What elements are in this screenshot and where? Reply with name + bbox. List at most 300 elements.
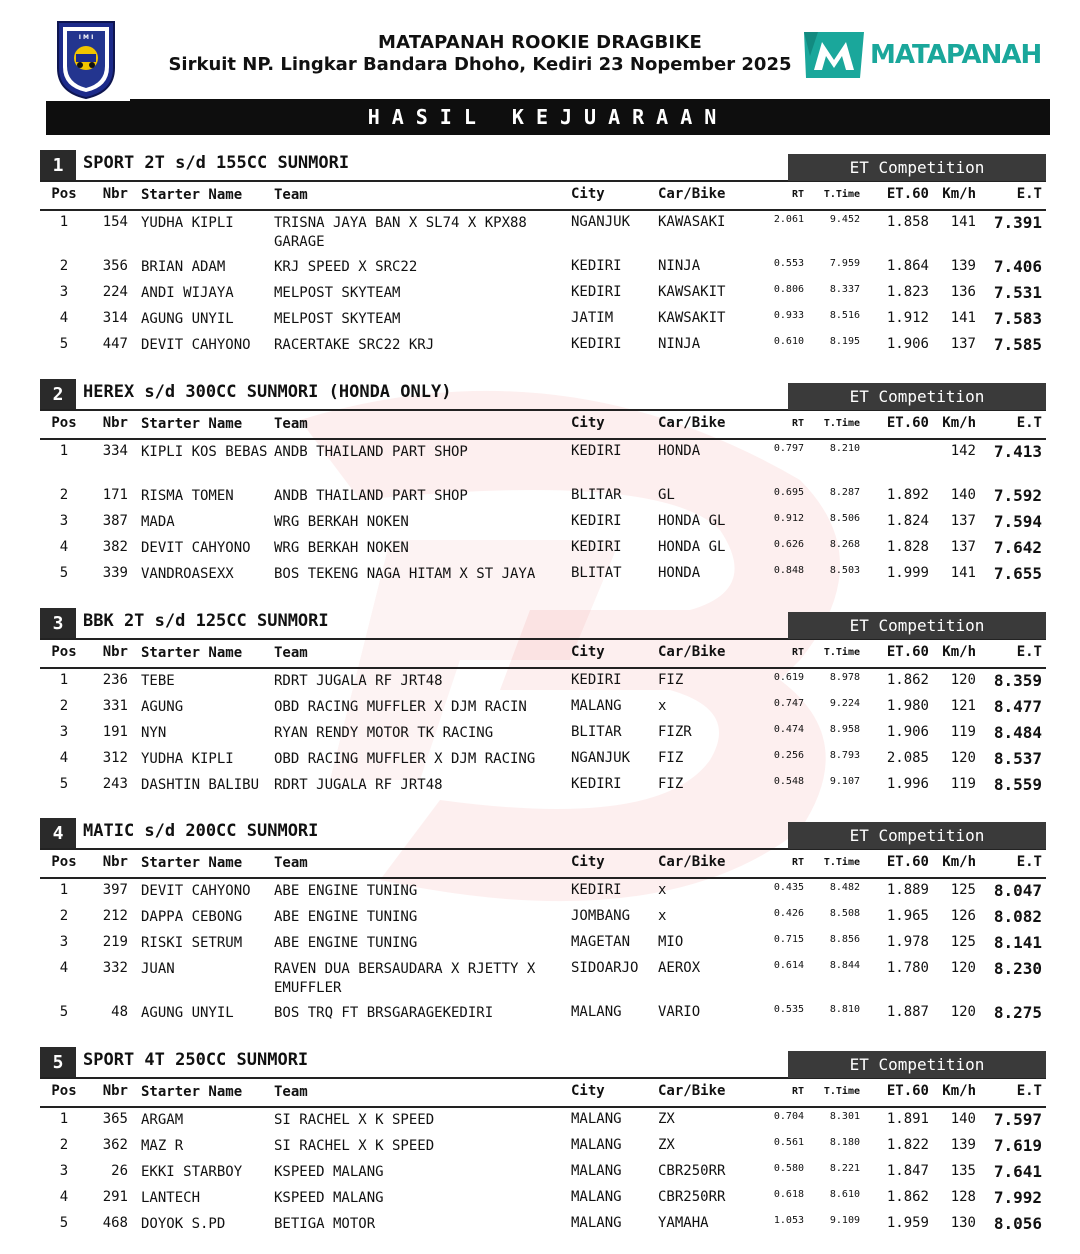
cell-total-time: 8.503: [829, 565, 860, 576]
cell-reaction-time: 0.626: [773, 539, 804, 550]
cell-bike: HONDA GL: [658, 513, 726, 529]
cell-reaction-time: 0.548: [773, 776, 804, 787]
cell-position: 5: [59, 336, 69, 352]
column-header-number: Nbr: [102, 854, 128, 870]
cell-elapsed-time: 7.992: [993, 1188, 1042, 1207]
cell-reaction-time: 0.474: [773, 724, 804, 735]
cell-starter-name: JUAN: [141, 961, 175, 977]
cell-team: ANDB THAILAND PART SHOP: [274, 444, 468, 460]
column-header-bike: Car/Bike: [658, 854, 726, 870]
header-rule: [40, 209, 1046, 211]
column-header-starter-name: Starter Name: [141, 416, 243, 432]
et-competition-badge: ET Competition: [788, 822, 1046, 849]
cell-elapsed-time: 8.141: [993, 933, 1042, 952]
cell-starter-name: ARGAM: [141, 1112, 184, 1128]
cell-total-time: 8.210: [829, 443, 860, 454]
cell-starter-name: ANDI WIJAYA: [141, 285, 234, 301]
column-header-et60: ET.60: [886, 644, 929, 660]
cell-elapsed-time: 7.413: [993, 442, 1042, 461]
cell-city: MAGETAN: [571, 934, 631, 950]
cell-reaction-time: 0.426: [773, 908, 804, 919]
section-number: 1: [40, 150, 76, 181]
cell-city: SIDOARJO: [571, 960, 639, 976]
cell-bike: KAWSAKIT: [658, 284, 726, 300]
column-header-city: City: [571, 186, 605, 202]
cell-et60: 1.822: [886, 1137, 929, 1153]
cell-number: 236: [102, 672, 128, 688]
cell-speed-kmh: 120: [950, 960, 976, 976]
cell-speed-kmh: 126: [950, 908, 976, 924]
cell-speed-kmh: 119: [950, 776, 976, 792]
cell-et60: 1.823: [886, 284, 929, 300]
cell-total-time: 8.301: [829, 1111, 860, 1122]
cell-city: BLITAR: [571, 487, 622, 503]
cell-elapsed-time: 8.484: [993, 723, 1042, 742]
cell-reaction-time: 0.256: [773, 750, 804, 761]
cell-team: ABE ENGINE TUNING: [274, 883, 418, 899]
cell-position: 4: [59, 539, 69, 555]
section-title: MATIC s/d 200CC SUNMORI: [83, 821, 319, 841]
cell-total-time: 8.195: [829, 336, 860, 347]
cell-speed-kmh: 125: [950, 882, 976, 898]
cell-et60: 1.864: [886, 258, 929, 274]
cell-et60: 1.906: [886, 724, 929, 740]
cell-reaction-time: 0.715: [773, 934, 804, 945]
cell-elapsed-time: 7.585: [993, 335, 1042, 354]
section-title: BBK 2T s/d 125CC SUNMORI: [83, 611, 329, 631]
cell-elapsed-time: 7.583: [993, 309, 1042, 328]
cell-number: 382: [102, 539, 128, 555]
cell-total-time: 9.109: [829, 1215, 860, 1226]
cell-et60: 1.906: [886, 336, 929, 352]
cell-city: JATIM: [571, 310, 614, 326]
results-table-body: [0, 443, 1080, 591]
cell-team: KSPEED MALANG: [274, 1190, 384, 1206]
cell-elapsed-time: 8.559: [993, 775, 1042, 794]
cell-total-time: 8.958: [829, 724, 860, 735]
cell-elapsed-time: 8.230: [993, 959, 1042, 978]
cell-position: 1: [59, 672, 69, 688]
cell-position: 2: [59, 258, 69, 274]
table-row: [0, 698, 1080, 724]
cell-bike: NINJA: [658, 336, 701, 352]
table-row: [0, 908, 1080, 934]
cell-et60: 1.912: [886, 310, 929, 326]
cell-city: JOMBANG: [571, 908, 631, 924]
cell-reaction-time: 0.553: [773, 258, 804, 269]
cell-reaction-time: 0.704: [773, 1111, 804, 1122]
cell-elapsed-time: 7.597: [993, 1110, 1042, 1129]
table-row: [0, 258, 1080, 284]
cell-total-time: 8.516: [829, 310, 860, 321]
cell-speed-kmh: 139: [950, 1137, 976, 1153]
matapanah-logo-text: MATAPANAH: [870, 40, 1042, 70]
cell-total-time: 8.287: [829, 487, 860, 498]
column-header-row: [0, 644, 1080, 664]
cell-starter-name: VANDROASEXX: [141, 566, 234, 582]
cell-position: 2: [59, 698, 69, 714]
cell-elapsed-time: 8.537: [993, 749, 1042, 768]
column-header-total-time: T.Time: [823, 1086, 860, 1097]
column-header-bike: Car/Bike: [658, 644, 726, 660]
cell-starter-name: DEVIT CAHYONO: [141, 883, 251, 899]
column-header-number: Nbr: [102, 644, 128, 660]
cell-number: 397: [102, 882, 128, 898]
cell-total-time: 9.452: [829, 214, 860, 225]
cell-elapsed-time: 7.594: [993, 512, 1042, 531]
cell-bike: HONDA: [658, 565, 701, 581]
cell-starter-name: BRIAN ADAM: [141, 259, 226, 275]
column-header-team: Team: [274, 855, 308, 871]
cell-team: KSPEED MALANG: [274, 1164, 384, 1180]
cell-position: 1: [59, 882, 69, 898]
cell-speed-kmh: 142: [950, 443, 976, 459]
cell-team: RDRT JUGALA RF JRT48: [274, 673, 443, 689]
column-header-number: Nbr: [102, 1083, 128, 1099]
cell-starter-name: KIPLI KOS BEBAS: [141, 444, 268, 460]
cell-team: ANDB THAILAND PART SHOP: [274, 488, 468, 504]
column-header-team: Team: [274, 416, 308, 432]
cell-et60: 2.085: [886, 750, 929, 766]
section-number: 2: [40, 379, 76, 410]
cell-et60: 1.887: [886, 1004, 929, 1020]
cell-team: RACERTAKE SRC22 KRJ: [274, 337, 435, 353]
cell-number: 224: [102, 284, 128, 300]
cell-team: KRJ SPEED X SRC22: [274, 259, 418, 275]
cell-et60: 1.862: [886, 1189, 929, 1205]
cell-bike: HONDA: [658, 443, 701, 459]
cell-et60: 1.824: [886, 513, 929, 529]
header-rule: [40, 667, 1046, 669]
cell-team: SI RACHEL X K SPEED: [274, 1112, 435, 1128]
cell-number: 332: [102, 960, 128, 976]
cell-starter-name: RISKI SETRUM: [141, 935, 243, 951]
cell-bike: x: [658, 908, 667, 924]
cell-team: TRISNA JAYA BAN X SL74 X KPX88 GARAGE: [274, 215, 527, 250]
cell-number: 312: [102, 750, 128, 766]
cell-et60: 1.780: [886, 960, 929, 976]
cell-city: KEDIRI: [571, 284, 622, 300]
cell-number: 219: [102, 934, 128, 950]
column-header-et60: ET.60: [886, 186, 929, 202]
cell-starter-name: AGUNG UNYIL: [141, 1005, 234, 1021]
column-header-bike: Car/Bike: [658, 186, 726, 202]
cell-position: 2: [59, 908, 69, 924]
cell-reaction-time: 0.695: [773, 487, 804, 498]
cell-total-time: 8.506: [829, 513, 860, 524]
column-header-reaction-time: RT: [791, 1086, 804, 1097]
column-header-number: Nbr: [102, 186, 128, 202]
cell-city: KEDIRI: [571, 513, 622, 529]
cell-position: 5: [59, 1004, 69, 1020]
table-row: [0, 1215, 1080, 1241]
cell-bike: HONDA GL: [658, 539, 726, 555]
cell-bike: CBR250RR: [658, 1163, 726, 1179]
cell-bike: AEROX: [658, 960, 701, 976]
column-header-row: [0, 854, 1080, 874]
cell-team: OBD RACING MUFFLER X DJM RACIN: [274, 699, 527, 715]
cell-bike: KAWASAKI: [658, 214, 726, 230]
column-header-row: [0, 415, 1080, 435]
column-header-team: Team: [274, 1084, 308, 1100]
cell-number: 212: [102, 908, 128, 924]
cell-number: 191: [102, 724, 128, 740]
column-header-position: Pos: [51, 1083, 77, 1099]
cell-et60: 1.892: [886, 487, 929, 503]
column-header-reaction-time: RT: [791, 647, 804, 658]
cell-bike: VARIO: [658, 1004, 701, 1020]
cell-total-time: 9.224: [829, 698, 860, 709]
cell-total-time: 9.107: [829, 776, 860, 787]
results-banner: [46, 99, 1050, 135]
header-rule: [40, 1106, 1046, 1108]
table-row: [0, 672, 1080, 698]
column-header-starter-name: Starter Name: [141, 187, 243, 203]
cell-number: 387: [102, 513, 128, 529]
cell-reaction-time: 0.848: [773, 565, 804, 576]
cell-et60: 1.828: [886, 539, 929, 555]
cell-number: 291: [102, 1189, 128, 1205]
cell-city: KEDIRI: [571, 672, 622, 688]
table-row: [0, 336, 1080, 362]
et-competition-badge: ET Competition: [788, 1051, 1046, 1078]
cell-position: 1: [59, 1111, 69, 1127]
cell-bike: KAWSAKIT: [658, 310, 726, 326]
cell-reaction-time: 0.535: [773, 1004, 804, 1015]
cell-total-time: 8.268: [829, 539, 860, 550]
cell-speed-kmh: 141: [950, 565, 976, 581]
cell-et60: 1.862: [886, 672, 929, 688]
cell-reaction-time: 0.933: [773, 310, 804, 321]
cell-total-time: 8.856: [829, 934, 860, 945]
cell-city: MALANG: [571, 1004, 622, 1020]
column-header-position: Pos: [51, 644, 77, 660]
cell-team: RAVEN DUA BERSAUDARA X RJETTY X EMUFFLER: [274, 961, 536, 996]
cell-team: MELPOST SKYTEAM: [274, 285, 401, 301]
cell-speed-kmh: 120: [950, 672, 976, 688]
cell-city: NGANJUK: [571, 214, 631, 230]
cell-city: BLITAR: [571, 724, 622, 740]
cell-et60: 1.996: [886, 776, 929, 792]
column-header-speed-kmh: Km/h: [942, 854, 976, 870]
column-header-bike: Car/Bike: [658, 1083, 726, 1099]
cell-speed-kmh: 125: [950, 934, 976, 950]
cell-number: 48: [111, 1004, 128, 1020]
table-row: [0, 487, 1080, 513]
banner-accent: [46, 99, 130, 101]
cell-city: NGANJUK: [571, 750, 631, 766]
cell-total-time: 7.959: [829, 258, 860, 269]
column-header-elapsed-time: E.T: [1016, 644, 1042, 660]
section-title: SPORT 4T 250CC SUNMORI: [83, 1050, 309, 1070]
cell-position: 1: [59, 214, 69, 230]
document-header: [0, 0, 1080, 140]
table-row: [0, 1163, 1080, 1189]
table-row: [0, 1137, 1080, 1163]
cell-team: OBD RACING MUFFLER X DJM RACING: [274, 751, 536, 767]
cell-city: KEDIRI: [571, 882, 622, 898]
column-header-city: City: [571, 415, 605, 431]
cell-city: MALANG: [571, 1189, 622, 1205]
column-header-number: Nbr: [102, 415, 128, 431]
cell-et60: 1.959: [886, 1215, 929, 1231]
table-row: [0, 310, 1080, 336]
cell-position: 2: [59, 487, 69, 503]
cell-et60: 1.847: [886, 1163, 929, 1179]
cell-number: 243: [102, 776, 128, 792]
cell-total-time: 8.793: [829, 750, 860, 761]
cell-reaction-time: 0.618: [773, 1189, 804, 1200]
column-header-elapsed-time: E.T: [1016, 186, 1042, 202]
event-title: MATAPANAH ROOKIE DRAGBIKE: [378, 32, 702, 53]
cell-et60: 1.891: [886, 1111, 929, 1127]
column-header-speed-kmh: Km/h: [942, 186, 976, 202]
cell-reaction-time: 0.912: [773, 513, 804, 524]
cell-speed-kmh: 141: [950, 214, 976, 230]
cell-position: 3: [59, 284, 69, 300]
cell-team: BOS TEKENG NAGA HITAM X ST JAYA: [274, 566, 536, 582]
cell-starter-name: AGUNG: [141, 699, 184, 715]
column-header-speed-kmh: Km/h: [942, 644, 976, 660]
column-header-total-time: T.Time: [823, 857, 860, 868]
cell-speed-kmh: 140: [950, 487, 976, 503]
results-table-body: [0, 672, 1080, 802]
cell-number: 339: [102, 565, 128, 581]
cell-team: BETIGA MOTOR: [274, 1216, 376, 1232]
cell-position: 4: [59, 1189, 69, 1205]
cell-bike: ZX: [658, 1111, 675, 1127]
svg-text:I M I: I M I: [78, 34, 94, 41]
cell-team: WRG BERKAH NOKEN: [274, 514, 409, 530]
column-header-city: City: [571, 644, 605, 660]
cell-number: 331: [102, 698, 128, 714]
cell-elapsed-time: 7.531: [993, 283, 1042, 302]
cell-starter-name: EKKI STARBOY: [141, 1164, 243, 1180]
cell-speed-kmh: 137: [950, 513, 976, 529]
cell-reaction-time: 2.061: [773, 214, 804, 225]
cell-elapsed-time: 7.642: [993, 538, 1042, 557]
table-row: [0, 214, 1080, 258]
cell-bike: GL: [658, 487, 675, 503]
cell-speed-kmh: 130: [950, 1215, 976, 1231]
column-header-position: Pos: [51, 186, 77, 202]
cell-speed-kmh: 137: [950, 539, 976, 555]
cell-number: 171: [102, 487, 128, 503]
column-header-elapsed-time: E.T: [1016, 854, 1042, 870]
section-title: SPORT 2T s/d 155CC SUNMORI: [83, 153, 350, 173]
cell-number: 468: [102, 1215, 128, 1231]
cell-position: 5: [59, 565, 69, 581]
cell-team: RDRT JUGALA RF JRT48: [274, 777, 443, 793]
cell-starter-name: YUDHA KIPLI: [141, 215, 234, 231]
cell-bike: FIZ: [658, 672, 684, 688]
column-header-position: Pos: [51, 415, 77, 431]
cell-elapsed-time: 7.655: [993, 564, 1042, 583]
cell-position: 5: [59, 1215, 69, 1231]
results-table-body: [0, 214, 1080, 362]
column-header-reaction-time: RT: [791, 857, 804, 868]
cell-team: ABE ENGINE TUNING: [274, 935, 418, 951]
cell-elapsed-time: 7.619: [993, 1136, 1042, 1155]
cell-elapsed-time: 7.391: [993, 213, 1042, 232]
section-number: 4: [40, 818, 76, 849]
cell-total-time: 8.978: [829, 672, 860, 683]
event-subtitle: Sirkuit NP. Lingkar Bandara Dhoho, Kediri 23 Nopember 2025: [168, 54, 792, 75]
table-row: [0, 776, 1080, 802]
cell-team: WRG BERKAH NOKEN: [274, 540, 409, 556]
cell-bike: NINJA: [658, 258, 701, 274]
cell-speed-kmh: 120: [950, 750, 976, 766]
column-header-team: Team: [274, 645, 308, 661]
cell-speed-kmh: 128: [950, 1189, 976, 1205]
section-number: 5: [40, 1047, 76, 1078]
results-table-body: [0, 1111, 1080, 1241]
cell-speed-kmh: 139: [950, 258, 976, 274]
cell-team: MELPOST SKYTEAM: [274, 311, 401, 327]
table-row: [0, 443, 1080, 487]
table-row: [0, 882, 1080, 908]
cell-et60: 1.978: [886, 934, 929, 950]
cell-number: 447: [102, 336, 128, 352]
column-header-speed-kmh: Km/h: [942, 415, 976, 431]
table-row: [0, 750, 1080, 776]
cell-elapsed-time: 8.359: [993, 671, 1042, 690]
cell-bike: x: [658, 882, 667, 898]
column-header-starter-name: Starter Name: [141, 1084, 243, 1100]
cell-city: KEDIRI: [571, 776, 622, 792]
cell-et60: 1.858: [886, 214, 929, 230]
cell-city: KEDIRI: [571, 539, 622, 555]
cell-elapsed-time: 7.641: [993, 1162, 1042, 1181]
cell-total-time: 8.482: [829, 882, 860, 893]
cell-speed-kmh: 140: [950, 1111, 976, 1127]
table-row: [0, 1111, 1080, 1137]
cell-reaction-time: 0.619: [773, 672, 804, 683]
cell-city: MALANG: [571, 1111, 622, 1127]
cell-position: 4: [59, 960, 69, 976]
column-header-total-time: T.Time: [823, 189, 860, 200]
cell-reaction-time: 1.053: [773, 1215, 804, 1226]
column-header-elapsed-time: E.T: [1016, 1083, 1042, 1099]
header-rule: [40, 877, 1046, 879]
cell-position: 5: [59, 776, 69, 792]
table-row: [0, 1189, 1080, 1215]
cell-total-time: 8.180: [829, 1137, 860, 1148]
table-row: [0, 284, 1080, 310]
column-header-elapsed-time: E.T: [1016, 415, 1042, 431]
cell-starter-name: AGUNG UNYIL: [141, 311, 234, 327]
cell-city: MALANG: [571, 698, 622, 714]
cell-position: 2: [59, 1137, 69, 1153]
cell-total-time: 8.221: [829, 1163, 860, 1174]
cell-team: SI RACHEL X K SPEED: [274, 1138, 435, 1154]
cell-reaction-time: 0.797: [773, 443, 804, 454]
cell-total-time: 8.844: [829, 960, 860, 971]
cell-speed-kmh: 136: [950, 284, 976, 300]
section-title: HEREX s/d 300CC SUNMORI (HONDA ONLY): [83, 382, 452, 402]
cell-starter-name: DOYOK S.PD: [141, 1216, 226, 1232]
cell-speed-kmh: 120: [950, 1004, 976, 1020]
cell-elapsed-time: 7.592: [993, 486, 1042, 505]
cell-reaction-time: 0.747: [773, 698, 804, 709]
cell-reaction-time: 0.614: [773, 960, 804, 971]
cell-starter-name: LANTECH: [141, 1190, 201, 1206]
table-row: [0, 960, 1080, 1004]
cell-elapsed-time: 8.082: [993, 907, 1042, 926]
cell-starter-name: MADA: [141, 514, 175, 530]
column-header-team: Team: [274, 187, 308, 203]
cell-speed-kmh: 141: [950, 310, 976, 326]
